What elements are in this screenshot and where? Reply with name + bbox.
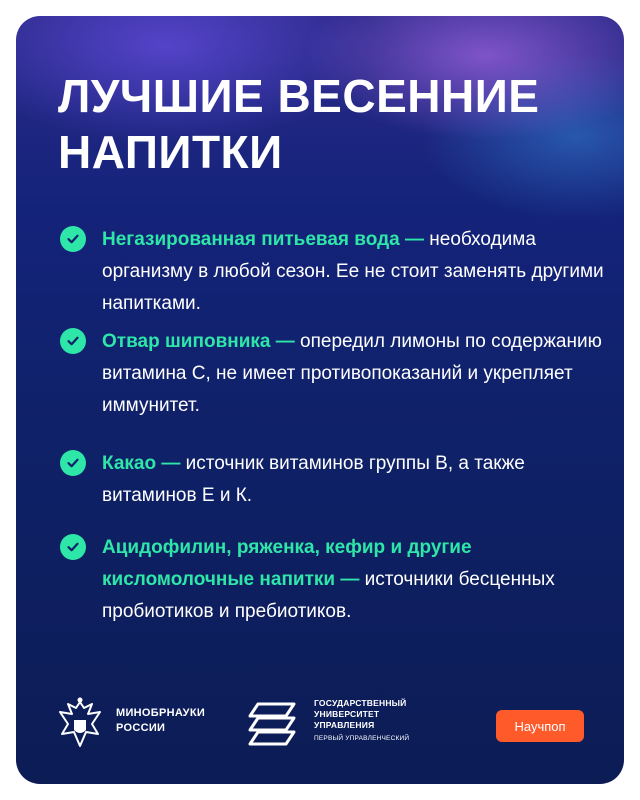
- item-highlight: Негазированная питьевая вода —: [102, 229, 424, 250]
- item-highlight: Ацидофилин, ряженка, кефир и другие кисломолочные напитки —: [102, 537, 472, 590]
- item-description: необходима организму в любой сезон. Ее не стоит заменять другими напитками.: [102, 229, 604, 314]
- infographic-card: [16, 16, 624, 784]
- item-text: [102, 326, 612, 422]
- university-subtitle: ПЕРВЫЙ УПРАВЛЕНЧЕСКИЙ: [314, 735, 410, 742]
- russian-emblem-icon: [54, 696, 106, 752]
- ministry-line1: МИНОБРНАУКИ: [116, 707, 206, 719]
- check-circle-icon: [60, 534, 86, 560]
- page-title: ЛУЧШИЕ ВЕСЕННИЕ НАПИТКИ: [58, 70, 540, 178]
- item-highlight: Какао —: [102, 453, 181, 474]
- university-line3: УПРАВЛЕНИЯ: [314, 720, 375, 730]
- check-circle-icon: [60, 450, 86, 476]
- university-line2: УНИВЕРСИТЕТ: [314, 709, 380, 719]
- ministry-line2: РОССИИ: [116, 722, 166, 734]
- item-highlight: Отвар шиповника —: [102, 331, 295, 352]
- university-logo-icon: [244, 698, 300, 750]
- university-name: [314, 698, 409, 744]
- item-description: опередил лимоны по содержанию витамина С, не имеет противопоказаний и укрепляет иммунитет.: [102, 331, 602, 416]
- ministry-name: [116, 706, 205, 736]
- nauchpop-badge: Научпоп: [496, 710, 584, 742]
- footer: [16, 686, 624, 766]
- university-line1: ГОСУДАРСТВЕННЫЙ: [314, 698, 407, 708]
- check-circle-icon: [60, 328, 86, 354]
- item-text: [102, 448, 612, 512]
- item-text: [102, 224, 612, 320]
- item-text: [102, 532, 612, 628]
- item-description: источники бесценных пробиотиков и пребиотиков.: [102, 569, 555, 622]
- check-circle-icon: [60, 226, 86, 252]
- item-description: источник витаминов группы В, а также витаминов Е и К.: [102, 453, 525, 506]
